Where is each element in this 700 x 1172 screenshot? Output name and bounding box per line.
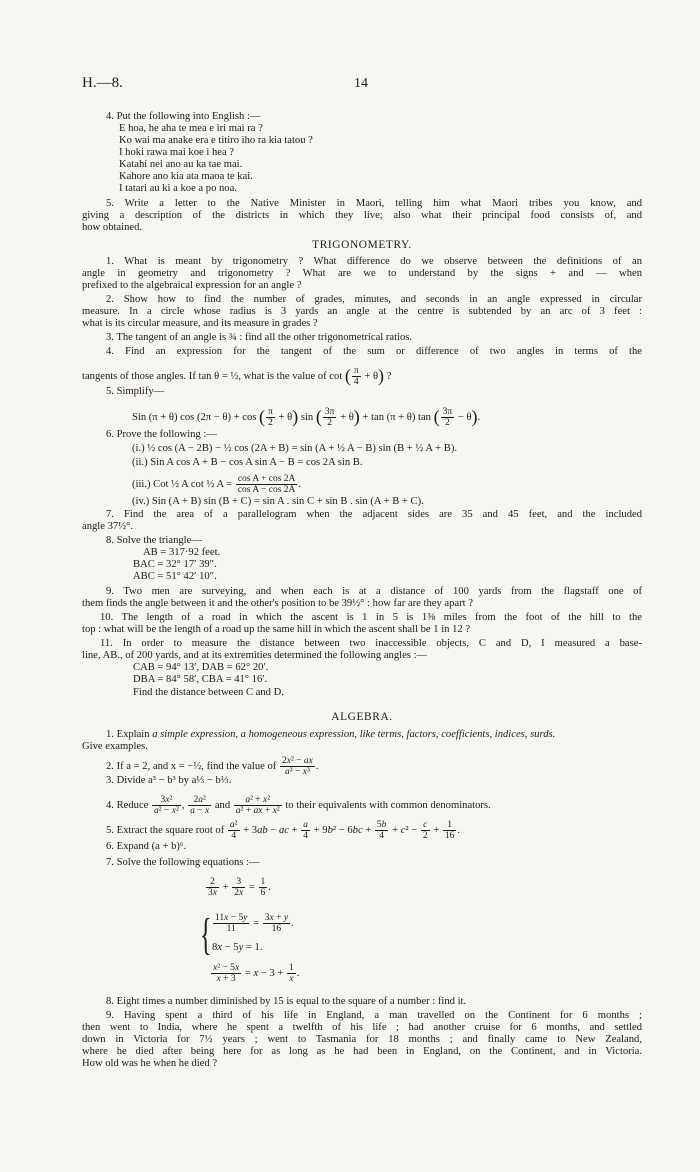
maori-q5-line: giving a description of the districts in which they live; also what their principal food consists of, and	[82, 210, 642, 221]
trig-q8-value: ABC = 51° 42′ 10″.	[133, 571, 217, 582]
alg-q9-line: where he died after being here for as long as he had been in England, on the Continent, and in Victoria.	[82, 1046, 642, 1057]
trig-q9-line: them finds the angle between it and the other's position to be 39½° : how far are they apart ?	[82, 598, 473, 609]
alg-q4: 4. Reduce $\frac{\text{3x²}}{\text{a² − x²}}$ , $\frac{\text{2a²}}{a - x}$ and $\frac{\text{a² + x²}}{\text{a² + ax + x²}}$ to their equivalents with common denominators.	[106, 795, 491, 816]
page-number: 14	[354, 76, 368, 91]
trig-q3: 3. The tangent of an angle is ¾ : find all the other trigonometrical ratios.	[106, 332, 413, 343]
trig-q6-iii-text: (iii.) Cot ½ A cot ½ A =	[132, 478, 233, 490]
trig-q1-line: angle in geometry and trigonometry ? What are we to understand by the signs + and — when	[82, 268, 642, 279]
alg-q2: 2. If a = 2, and x = −½, find the value of $\frac{\text{2x² − ax}}{\text{a³ − x³}}$ .	[106, 756, 319, 777]
trig-q10-line: top : what will be the length of a road up the same hill in which the ascent shall be 1 in 12 ?	[82, 624, 471, 635]
trig-q6-iii: (iii.) Cot ½ A cot ½ A = $\frac{\text{cos A + cos 2A}}{\text{cos A − cos 2A}}$ .	[132, 474, 302, 495]
trig-q11-line: Find the distance between C and D.	[133, 687, 284, 698]
trig-q6-ii: (ii.) Sin A cos A + B − cos A sin A − B = cos 2A sin B.	[132, 457, 363, 468]
trig-q7-line: 7. Find the area of a parallelogram when the adjacent sides are 35 and 45 feet, and the included	[106, 509, 642, 520]
trig-q11-line: line, AB., of 200 yards, and at its extremities determined the following angles :—	[82, 650, 428, 661]
trig-q8: 8. Solve the triangle—	[106, 535, 202, 546]
trig-q4-line-2: tangents of those angles. If tan θ = ½, what is the value of cot ( $\frac{\pi}{4}$ + θ) ?	[82, 365, 392, 387]
trig-q8-value: AB = 317·92 feet.	[143, 547, 221, 558]
maori-line: I tatari au ki a koe a po noa.	[119, 183, 237, 194]
maori-line: Katahi nei ano au ka tae mai.	[119, 159, 243, 170]
algebra-title: ALGEBRA.	[331, 711, 393, 723]
alg-q1-lead: 1. Explain	[106, 729, 150, 740]
alg-q6: 6. Expand (a + b)⁶.	[106, 841, 187, 852]
page-header	[82, 75, 642, 96]
maori-q4: 4. Put the following into English :—	[106, 111, 261, 122]
equation-2a: $\frac{11x - 5y}{11}$ = $\frac{3x + y}{16}$ .	[215, 913, 294, 934]
trig-q11-angles: DBA = 84° 58′, CBA = 41° 16′.	[133, 674, 268, 685]
alg-q1-terms: a simple expression, a homogeneous expression, like terms, factors, coefficients, indices, surds.	[152, 729, 556, 740]
trig-q5-expression: Sin (π + θ) cos (2π − θ) + cos ( $\frac{\pi}{2}$ + θ) sin ( $\frac{3\pi}{2}$ + θ) + tan (π + θ) tan ( $\frac{3\pi}{2}$ − θ).	[132, 406, 481, 428]
trig-q4-line: 4. Find an expression for the tangent of the sum or difference of two angles in terms of the	[106, 346, 642, 357]
trig-q5-expr-text: Sin (π + θ) cos (2π − θ) + cos	[132, 411, 257, 423]
alg-q5-text: 5. Extract the square root of	[106, 824, 225, 836]
trig-q1-line: prefixed to the algebraical expression for an angle ?	[82, 280, 302, 291]
alg-q9-line: How old was he when he died ?	[82, 1058, 218, 1069]
trig-q6-iv: (iv.) Sin (A + B) sin (B + C) = sin A . sin C + sin B . sin (A + B + C).	[132, 496, 424, 507]
alg-q2-text: 2. If a = 2, and x = −½, find the value of	[106, 760, 277, 772]
maori-q5-line: how obtained.	[82, 222, 143, 233]
alg-q5: 5. Extract the square root of $\frac{\text{a²}}{4}$ + 3ab − ac + $\frac{a}{4}$ + 9b² − 6bc + $\frac{5b}{4}$ + c² − $\frac{c}{2}$ + $\frac{1}{16}$ .	[106, 820, 461, 841]
trig-q11-line: 11. In order to measure the distance between two inaccessible objects, C and D, I measured a base-	[100, 638, 642, 649]
trig-q1-line: 1. What is meant by trigonometry ? What difference do we observe between the definitions of an	[106, 256, 642, 267]
maori-line: I hoki rawa mai koe i hea ?	[119, 147, 235, 158]
maori-line: E hoa, he aha te mea e iri mai ra ?	[119, 123, 263, 134]
equation-1: $\frac{2}{3x}$ + $\frac{3}{2x}$ = $\frac{1}{6}$ .	[208, 877, 271, 898]
trig-q9-line: 9. Two men are surveying, and when each is at a distance of 100 yards from the flagstaff one of	[106, 586, 642, 597]
equation-3: $\frac{\text{x² − 5x}}{x + 3}$ = x − 3 + $\frac{1}{x}$ .	[213, 963, 300, 984]
trig-q2-line: 2. Show how to find the number of grades, minutes, and seconds in an angle expressed in circular	[106, 294, 642, 305]
document-reference: H.—8.	[82, 75, 123, 91]
alg-q9-line: down in Victoria for 7½ years ; went to Tasmania for 18 months ; and finally came to New Zealand,	[82, 1034, 642, 1045]
maori-line: Kahore ano kia ata maoa te kai.	[119, 171, 253, 182]
trig-q8-value: BAC = 32° 17′ 39″.	[133, 559, 217, 570]
alg-q9-line: then went to India, where he spent a twelfth of his life ; had another cruise for 6 months, and settled	[82, 1022, 642, 1033]
trig-q6: 6. Prove the following :—	[106, 429, 217, 440]
trig-q2-line: what is its circular measure, and its measure in grades ?	[82, 318, 318, 329]
trig-q7-line: angle 37½°.	[82, 521, 134, 532]
maori-q5-line: 5. Write a letter to the Native Minister in Maori, telling him what Maori tribes you know, and	[106, 198, 642, 209]
system-brace: {	[200, 910, 212, 959]
trig-q10-line: 10. The length of a road in which the ascent is 1 in 5 is 1⅜ miles from the foot of the hill to the	[100, 612, 642, 623]
trig-q2-line: measure. In a circle whose radius is 3 yards an angle at the centre is subtended by an arc of 3 feet :	[82, 306, 642, 317]
trigonometry-title: TRIGONOMETRY.	[312, 239, 412, 251]
trig-q4-text: tangents of those angles. If tan θ = ½, what is the value of cot	[82, 370, 343, 382]
alg-q3: 3. Divide a³ − b³ by a⅓ − b⅓.	[106, 775, 232, 786]
alg-q4-tail: to their equivalents with common denominators.	[285, 799, 491, 811]
maori-line: Ko wai ma anake era e titiro iho ra kia tatou ?	[119, 135, 313, 146]
alg-q1-line: Give examples.	[82, 741, 148, 752]
trig-q5: 5. Simplify—	[106, 386, 165, 397]
alg-q7: 7. Solve the following equations :—	[106, 857, 260, 868]
alg-q1	[106, 729, 555, 741]
alg-q9-line: 9. Having spent a third of his life in England, a man travelled on the Continent for 6 months ;	[106, 1010, 642, 1021]
trig-q6-i: (i.) ½ cos (A − 2B) − ½ cos (2A + B) = sin (A + ½ A − B) sin (B + ½ A + B).	[132, 443, 458, 454]
equation-2b: 8x − 5y = 1.	[212, 942, 263, 953]
alg-q4-lead: 4. Reduce	[106, 799, 149, 811]
alg-q8: 8. Eight times a number diminished by 15 is equal to the square of a number : find it.	[106, 996, 467, 1007]
trig-q11-angles: CAB = 94° 13′, DAB = 62° 20′.	[133, 662, 269, 673]
